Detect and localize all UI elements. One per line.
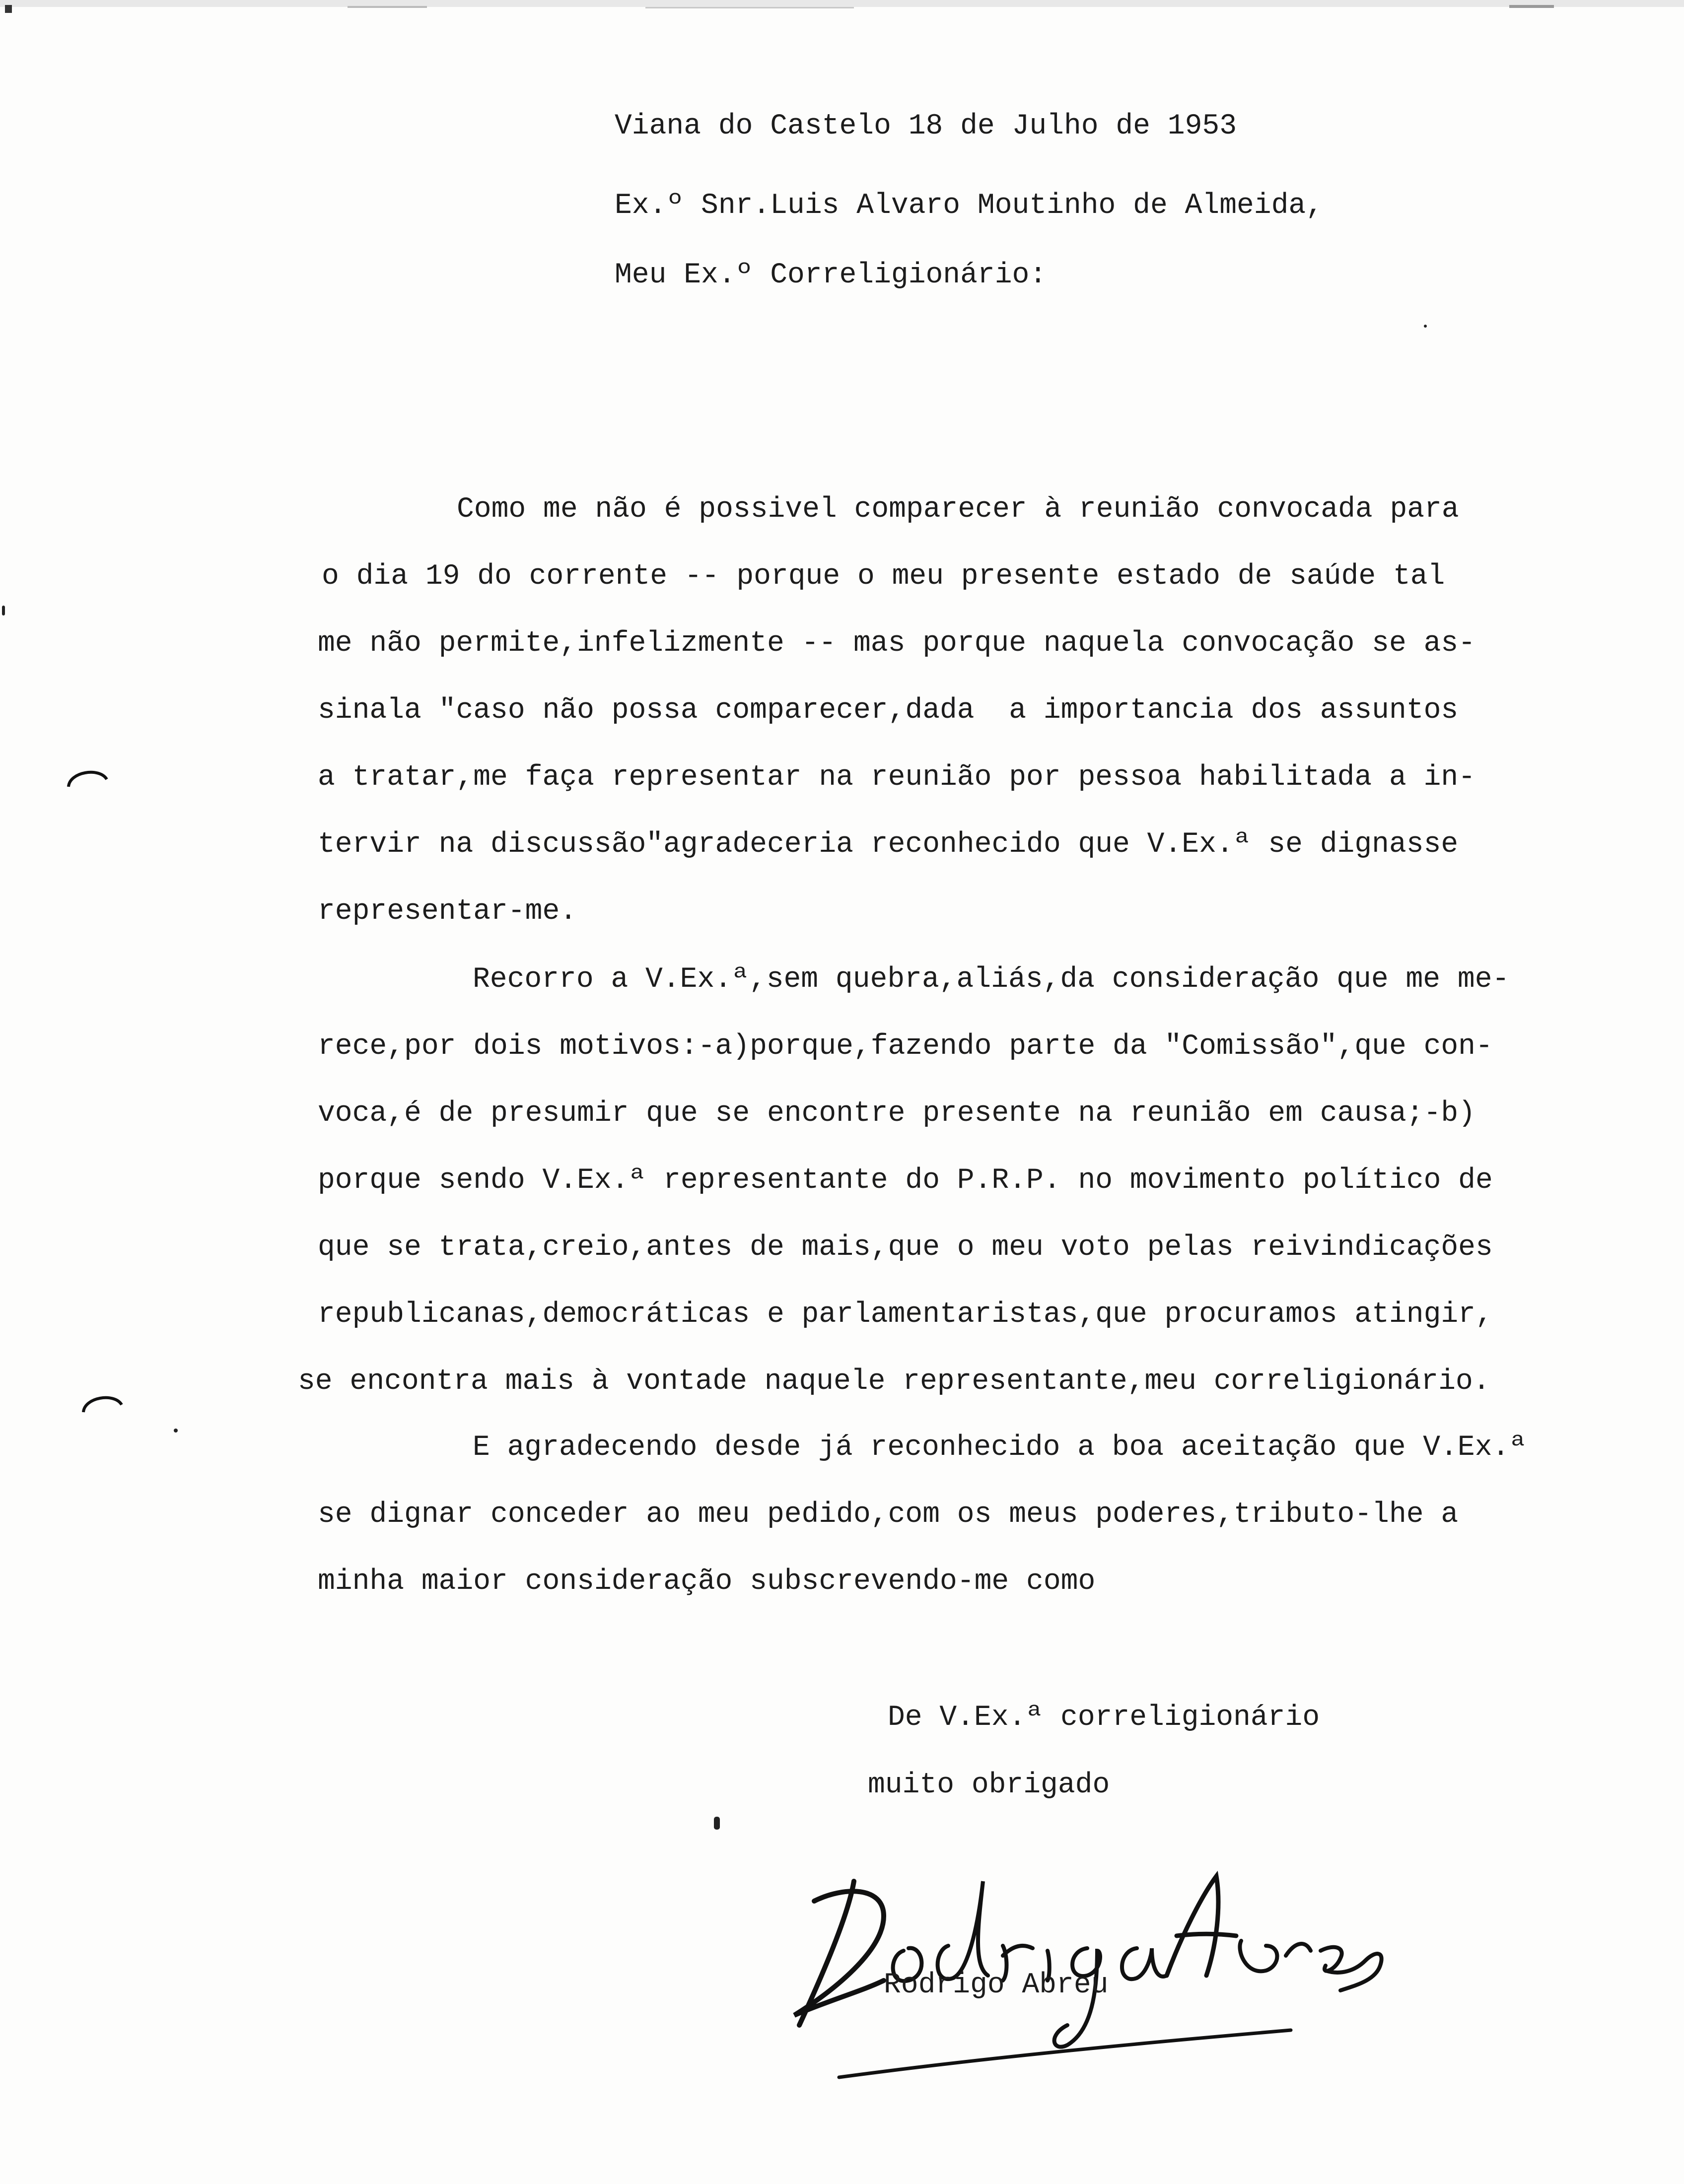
ink-mark — [714, 1817, 720, 1830]
paragraph-line: porque sendo V.Ex.ª representante do P.R.P. no movimento político de — [318, 1164, 1493, 1197]
paragraph-line: E agradecendo desde já reconhecido a boa aceitação que V.Ex.ª — [473, 1432, 1527, 1464]
paragraph-line: rece,por dois motivos:-a)porque,fazendo parte da "Comissão",que con- — [318, 1030, 1493, 1063]
paragraph-line: o dia 19 do corrente -- porque o meu presente estado de saúde tal — [322, 560, 1445, 593]
paragraph-line: republicanas,democráticas e parlamentaristas,que procuramos atingir, — [318, 1298, 1493, 1331]
ink-mark — [1424, 325, 1427, 328]
paragraph-line: a tratar,me faça representar na reunião por pessoa habilitada a in- — [318, 761, 1475, 794]
typed-name: Rodrigo Abreu — [884, 1969, 1109, 2001]
date-line: Viana do Castelo 18 de Julho de 1953 — [615, 110, 1237, 142]
ink-mark — [174, 1429, 178, 1433]
handwritten-signature — [770, 1827, 1415, 2085]
paragraph-line: Recorro a V.Ex.ª,sem quebra,aliás,da consideração que me me- — [473, 963, 1510, 996]
closing-line-1: De V.Ex.ª correligionário — [888, 1702, 1320, 1734]
paragraph-line: sinala "caso não possa comparecer,dada a importancia dos assuntos — [318, 694, 1459, 727]
paragraph-line: se encontra mais à vontade naquele representante,meu correligionário. — [298, 1365, 1490, 1398]
paragraph-line: que se trata,creio,antes de mais,que o meu voto pelas reivindicações — [318, 1231, 1493, 1264]
punch-hole-mark — [79, 1390, 124, 1415]
ink-mark — [2, 606, 5, 615]
paragraph-line: representar-me. — [318, 895, 577, 928]
punch-hole-mark — [65, 764, 109, 789]
paragraph-line: tervir na discussão"agradeceria reconhecido que V.Ex.ª se dignasse — [318, 828, 1459, 861]
paragraph-line: minha maior consideração subscrevendo-me como — [318, 1566, 1096, 1598]
salutation-line: Meu Ex.º Correligionário: — [615, 259, 1047, 291]
paragraph-line: se dignar conceder ao meu pedido,com os meus poderes,tributo-lhe a — [318, 1499, 1459, 1531]
recipient-line: Ex.º Snr.Luis Alvaro Moutinho de Almeida, — [615, 190, 1324, 222]
paragraph-line: voca,é de presumir que se encontre presente na reunião em causa;-b) — [318, 1097, 1475, 1130]
paragraph-line: Como me não é possivel comparecer à reunião convocada para — [457, 493, 1459, 526]
paragraph-line: me não permite,infelizmente -- mas porque naquela convocação se as- — [318, 627, 1475, 660]
scan-top-edge — [0, 0, 1684, 30]
closing-line-2: muito obrigado — [868, 1769, 1110, 1801]
